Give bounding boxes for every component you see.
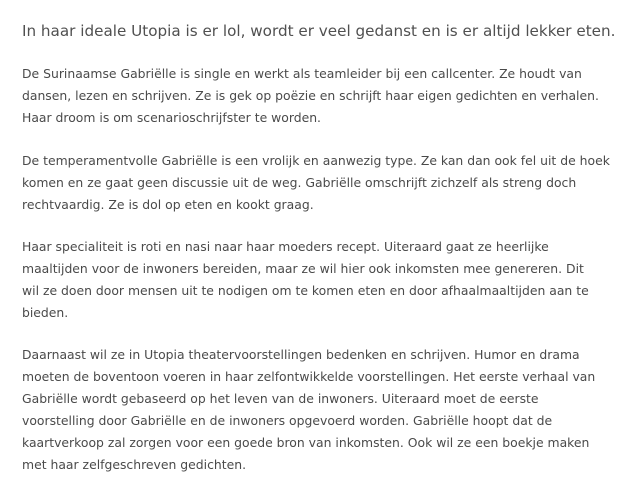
paragraph-line: bieden. — [22, 305, 69, 320]
paragraph-line: wil ze doen door mensen uit te nodigen om te komen eten en door afhaalmaaltijden aan te — [22, 283, 589, 298]
paragraph-line: Daarnaast wil ze in Utopia theatervoorstellingen bedenken en schrijven. Humor en drama — [22, 347, 580, 362]
article-intro: In haar ideale Utopia is er lol, wordt er veel gedanst en is er altijd lekker eten. — [22, 22, 616, 40]
paragraph-specialty — [22, 236, 589, 324]
paragraph-line: Gabriëlle wordt gebaseerd op het leven van de inwoners. Uiteraard moet de eerste — [22, 391, 539, 406]
paragraph-line: rechtvaardig. Ze is dol op eten en kookt graag. — [22, 197, 314, 212]
paragraph-line: De Surinaamse Gabriëlle is single en werkt als teamleider bij een callcenter. Ze houdt van — [22, 66, 582, 81]
paragraph-line: De temperamentvolle Gabriëlle is een vrolijk en aanwezig type. Ze kan dan ook fel uit de hoek — [22, 153, 610, 168]
paragraph-theatre — [22, 344, 595, 476]
paragraph-line: voorstelling door Gabriëlle en de inwoners opgevoerd worden. Gabriëlle hoopt dat de — [22, 413, 553, 428]
paragraph-personality — [22, 150, 610, 216]
paragraph-line: Haar droom is om scenarioschrijfster te worden. — [22, 110, 321, 125]
paragraph-line: dansen, lezen en schrijven. Ze is gek op poëzie en schrijft haar eigen gedichten en verhalen. — [22, 88, 599, 103]
paragraph-line: kaartverkoop zal zorgen voor een goede bron van inkomsten. Ook wil ze een boekje maken — [22, 435, 590, 450]
paragraph-background — [22, 63, 599, 129]
paragraph-line: Haar specialiteit is roti en nasi naar haar moeders recept. Uiteraard gaat ze heerlijke — [22, 239, 549, 254]
paragraph-line: komen en ze gaat geen discussie uit de weg. Gabriëlle omschrijft zichzelf als streng doch — [22, 175, 577, 190]
paragraph-line: met haar zelfgeschreven gedichten. — [22, 457, 247, 472]
paragraph-line: moeten de boventoon voeren in haar zelfontwikkelde voorstellingen. Het eerste verhaal van — [22, 369, 596, 384]
paragraph-line: maaltijden voor de inwoners bereiden, maar ze wil hier ook inkomsten mee genereren. Dit — [22, 261, 584, 276]
